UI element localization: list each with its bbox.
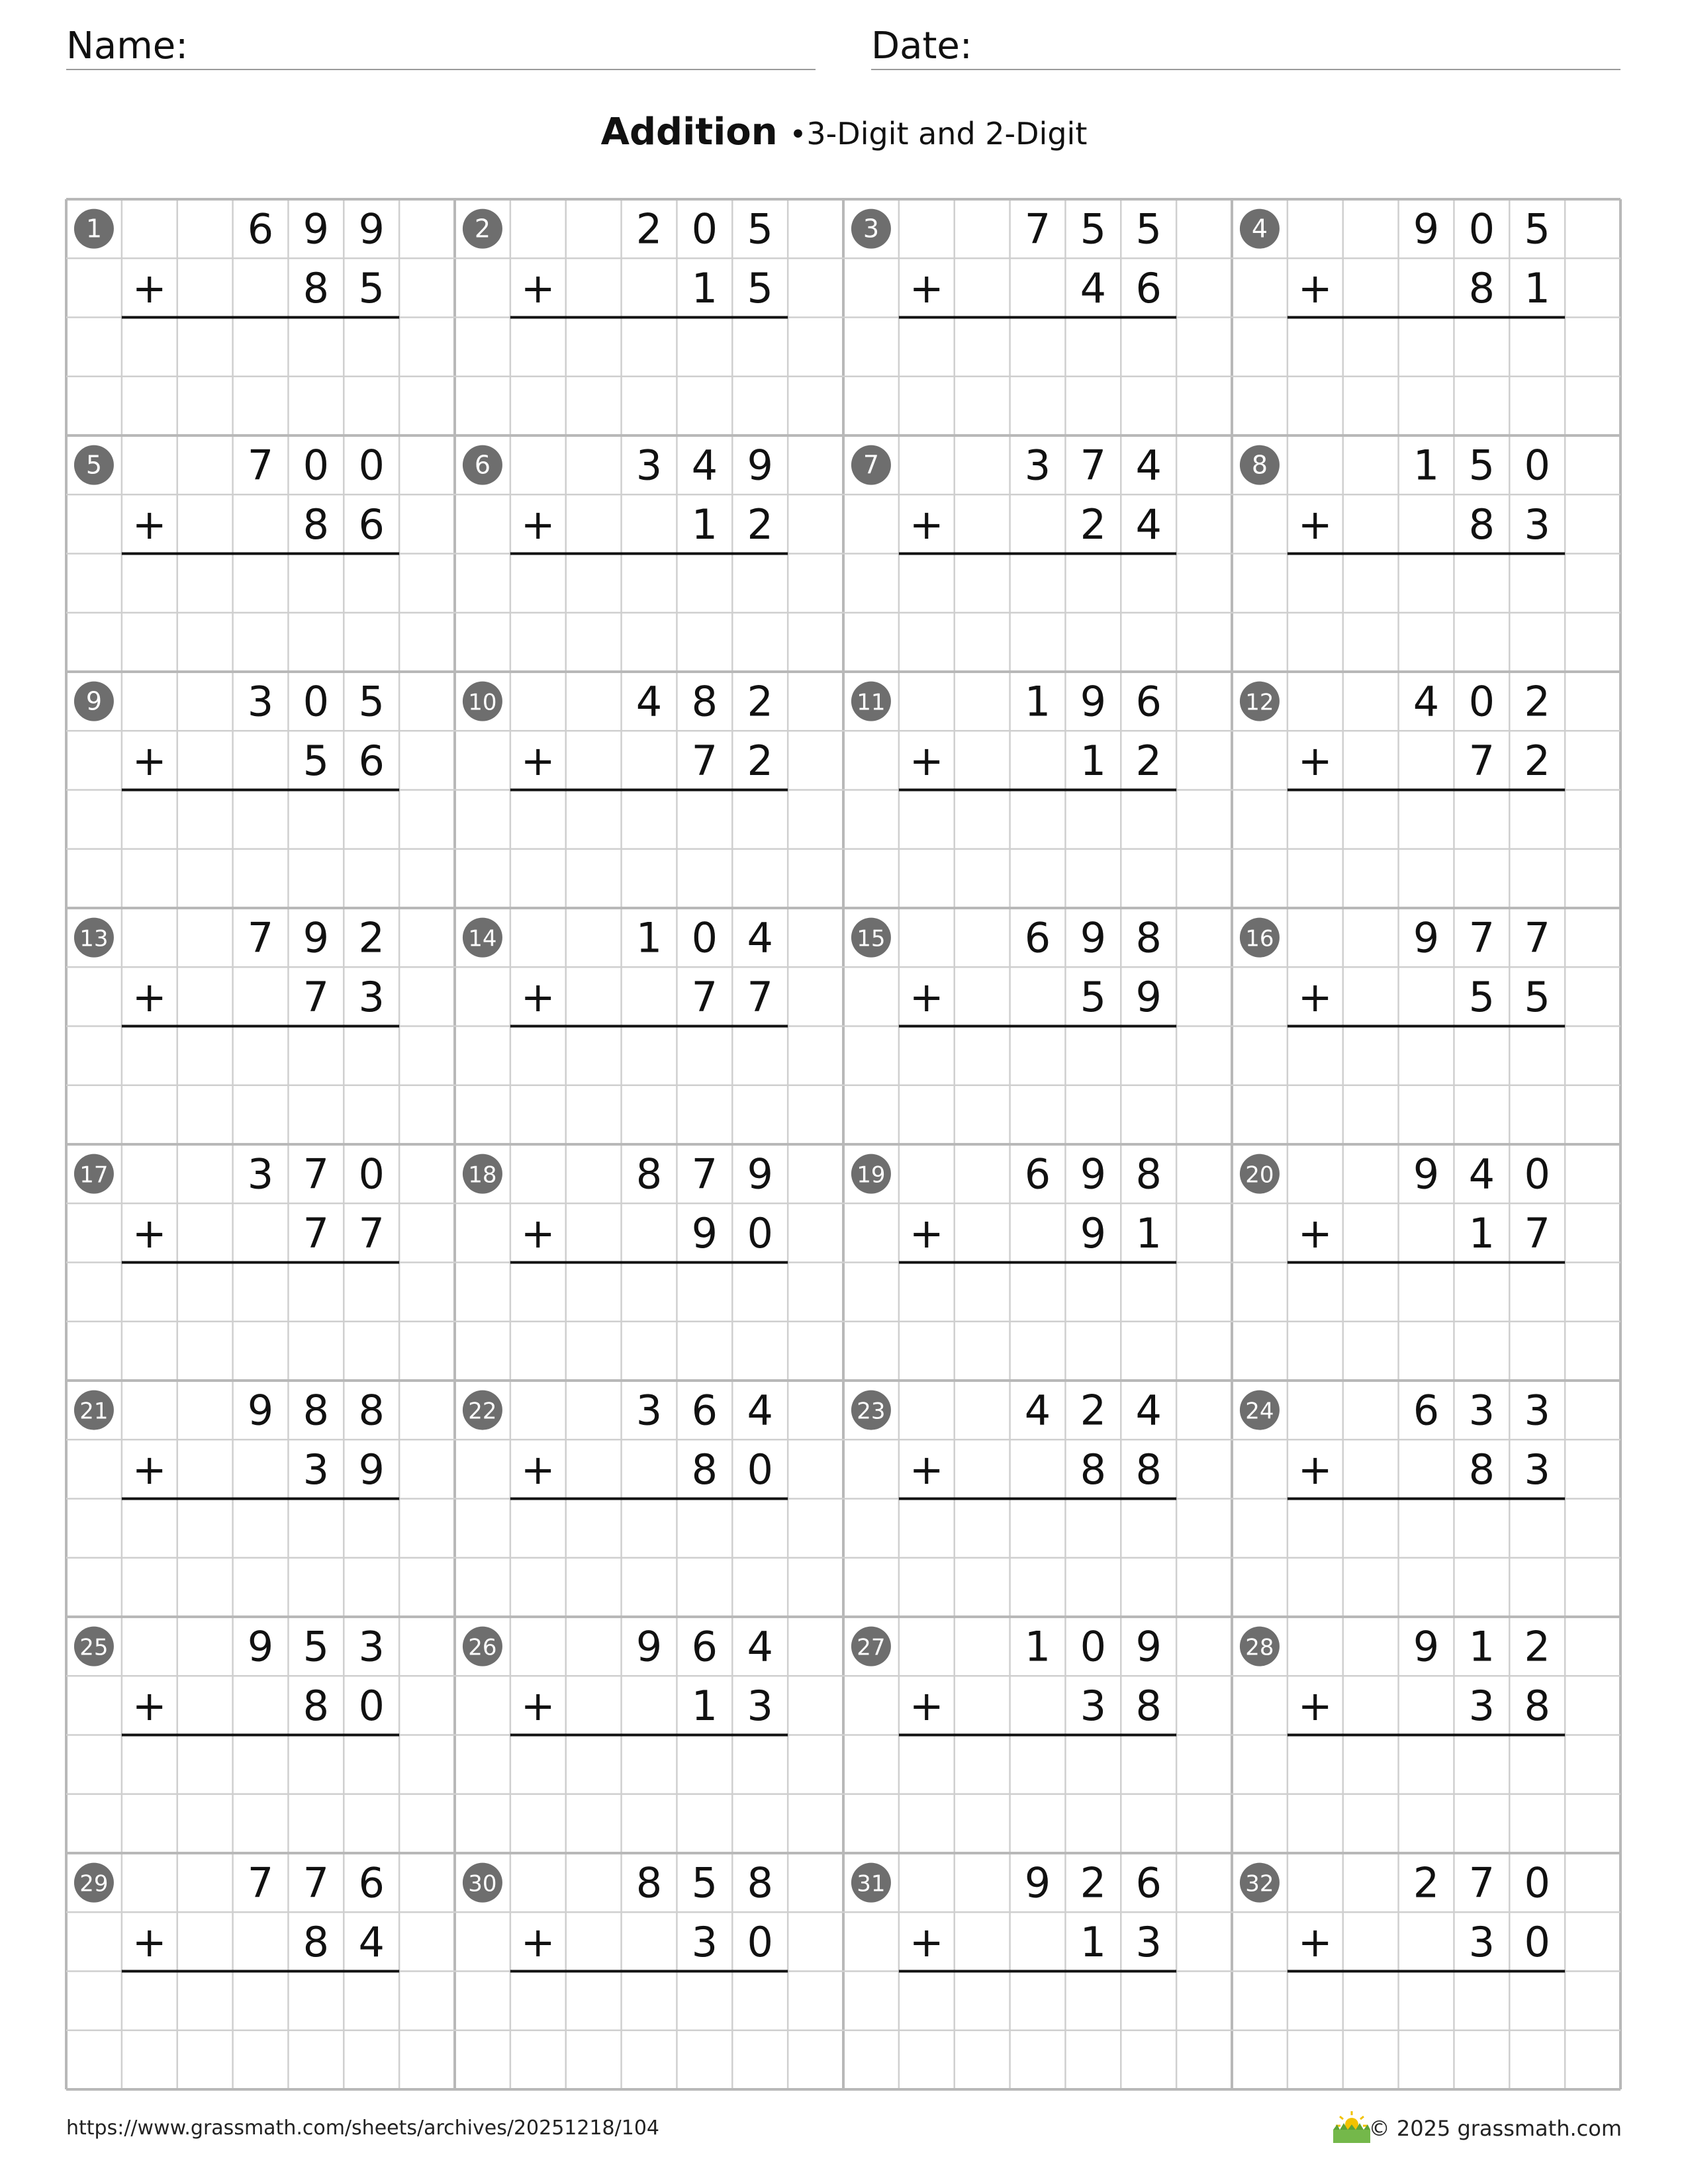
bottom-digit: 2: [1080, 500, 1107, 549]
bottom-digit: 4: [358, 1917, 385, 1966]
top-digit: 4: [1413, 677, 1440, 726]
problem: [463, 678, 788, 790]
plus-sign: +: [132, 1208, 167, 1257]
plus-sign: +: [909, 736, 944, 785]
plus-sign: +: [520, 500, 555, 549]
problem-number: 3: [863, 214, 880, 244]
top-digit: 3: [247, 1150, 274, 1199]
top-digit: 7: [1468, 1858, 1495, 1907]
footer-copyright: © 2025 grassmath.com: [1368, 2116, 1622, 2141]
bottom-digit: 4: [1080, 263, 1107, 312]
bottom-digit: 6: [358, 736, 385, 785]
problem: [463, 1859, 788, 1972]
bottom-digit: 6: [358, 500, 385, 549]
top-digit: 9: [1080, 677, 1107, 726]
top-digit: 5: [1468, 441, 1495, 490]
bottom-digit: 1: [1135, 1208, 1162, 1257]
top-digit: 6: [1135, 677, 1162, 726]
bottom-digit: 2: [1524, 736, 1550, 785]
plus-sign: +: [1297, 1917, 1333, 1966]
bottom-digit: 7: [303, 972, 330, 1021]
bottom-digit: 8: [303, 500, 330, 549]
top-digit: 8: [747, 1858, 773, 1907]
plus-sign: +: [909, 1445, 944, 1494]
plus-sign: +: [909, 972, 944, 1021]
top-digit: 6: [247, 205, 274, 253]
problem-number: 11: [857, 689, 886, 716]
top-digit: 9: [1413, 1150, 1440, 1199]
bottom-digit: 8: [303, 263, 330, 312]
top-digit: 2: [358, 913, 385, 962]
bottom-digit: 5: [303, 736, 330, 785]
problem: [851, 914, 1176, 1026]
bottom-digit: 9: [691, 1208, 718, 1257]
problem: [463, 1150, 788, 1263]
plus-sign: +: [520, 1917, 555, 1966]
problem: [1240, 1623, 1565, 1735]
bottom-digit: 5: [1468, 972, 1495, 1021]
top-digit: 5: [1135, 205, 1162, 253]
problem: [851, 205, 1176, 318]
top-digit: 0: [1524, 441, 1550, 490]
problem: [1240, 678, 1565, 790]
top-digit: 7: [1024, 205, 1051, 253]
footer-url[interactable]: https://www.grassmath.com/sheets/archives/20251218/104: [66, 2116, 660, 2140]
top-digit: 5: [1080, 205, 1107, 253]
top-digit: 0: [303, 441, 330, 490]
top-digit: 9: [747, 441, 773, 490]
plus-sign: +: [132, 263, 167, 312]
problem: [1240, 205, 1565, 318]
top-digit: 8: [635, 1858, 663, 1907]
top-digit: 6: [1024, 1150, 1051, 1199]
problem-number: 17: [79, 1161, 109, 1189]
top-digit: 1: [1024, 677, 1051, 726]
problem: [1240, 1150, 1565, 1263]
top-digit: 0: [1524, 1858, 1550, 1907]
bottom-digit: 5: [358, 263, 385, 312]
problem: [463, 441, 788, 554]
top-digit: 5: [303, 1622, 330, 1671]
bottom-digit: 2: [1135, 736, 1162, 785]
bottom-digit: 1: [691, 500, 718, 549]
top-digit: 7: [691, 1150, 718, 1199]
bottom-digit: 8: [303, 1681, 330, 1730]
problem: [463, 1623, 788, 1735]
problem-number: 5: [85, 450, 103, 480]
bottom-digit: 8: [1135, 1445, 1162, 1494]
top-digit: 0: [303, 677, 330, 726]
top-digit: 0: [1524, 1150, 1550, 1199]
plus-sign: +: [520, 972, 555, 1021]
top-digit: 4: [1135, 441, 1162, 490]
problem: [851, 1150, 1176, 1263]
bottom-digit: 3: [303, 1445, 330, 1494]
problem: [851, 1623, 1176, 1735]
bottom-digit: 8: [1468, 1445, 1495, 1494]
top-digit: 2: [1413, 1858, 1440, 1907]
date-label: Date:: [871, 24, 972, 68]
problem: [74, 205, 399, 318]
problem: [463, 205, 788, 318]
problem: [74, 1150, 399, 1263]
top-digit: 9: [1135, 1622, 1162, 1671]
plus-sign: +: [132, 1917, 167, 1966]
plus-sign: +: [132, 500, 167, 549]
bottom-digit: 9: [1135, 972, 1162, 1021]
plus-sign: +: [909, 1917, 944, 1966]
bottom-digit: 0: [747, 1445, 773, 1494]
top-digit: 5: [1524, 205, 1550, 253]
bottom-digit: 3: [1524, 500, 1550, 549]
problem-number: 27: [857, 1634, 886, 1661]
top-digit: 8: [1135, 1150, 1162, 1199]
bottom-digit: 7: [747, 972, 773, 1021]
problem: [1240, 914, 1565, 1026]
top-digit: 1: [1468, 1622, 1495, 1671]
grid-lines: [66, 199, 1620, 2089]
top-digit: 7: [1080, 441, 1107, 490]
problem: [1240, 1387, 1565, 1499]
top-digit: 3: [1024, 441, 1051, 490]
top-digit: 4: [1024, 1386, 1051, 1435]
bottom-digit: 7: [1468, 736, 1495, 785]
plus-sign: +: [909, 1681, 944, 1730]
plus-sign: +: [520, 736, 555, 785]
plus-sign: +: [1297, 972, 1333, 1021]
bottom-digit: 0: [747, 1208, 773, 1257]
bottom-digit: 2: [747, 500, 773, 549]
title-bullet: •: [789, 118, 807, 152]
problem: [74, 441, 399, 554]
grass-sun-logo-icon: [1331, 2109, 1373, 2146]
top-digit: 4: [635, 677, 663, 726]
bottom-digit: 3: [691, 1917, 718, 1966]
top-digit: 6: [691, 1622, 718, 1671]
problem: [74, 914, 399, 1026]
problem-number: 23: [857, 1398, 886, 1425]
top-digit: 6: [1024, 913, 1051, 962]
top-digit: 9: [303, 913, 330, 962]
plus-sign: +: [1297, 1445, 1333, 1494]
top-digit: 6: [691, 1386, 718, 1435]
top-digit: 5: [691, 1858, 718, 1907]
top-digit: 9: [747, 1150, 773, 1199]
top-digit: 2: [747, 677, 773, 726]
problem: [74, 1623, 399, 1735]
bottom-digit: 3: [1080, 1681, 1107, 1730]
plus-sign: +: [909, 500, 944, 549]
bottom-digit: 3: [1524, 1445, 1550, 1494]
plus-sign: +: [520, 1681, 555, 1730]
problem: [463, 914, 788, 1026]
bottom-digit: 8: [1468, 263, 1495, 312]
bottom-digit: 1: [1468, 1208, 1495, 1257]
bottom-digit: 2: [747, 736, 773, 785]
problem-number: 26: [468, 1634, 497, 1661]
top-digit: 9: [1413, 205, 1440, 253]
top-digit: 9: [1413, 913, 1440, 962]
top-digit: 0: [691, 913, 718, 962]
problem-number: 7: [863, 450, 880, 480]
top-digit: 7: [1468, 913, 1495, 962]
top-digit: 2: [1524, 677, 1550, 726]
top-digit: 8: [303, 1386, 330, 1435]
bottom-digit: 0: [747, 1917, 773, 1966]
problem-number: 2: [474, 214, 491, 244]
top-digit: 3: [635, 1386, 663, 1435]
bottom-digit: 9: [1080, 1208, 1107, 1257]
bottom-digit: 8: [691, 1445, 718, 1494]
problem: [74, 1859, 399, 1972]
top-digit: 4: [747, 1386, 773, 1435]
top-digit: 5: [358, 677, 385, 726]
top-digit: 6: [358, 1858, 385, 1907]
plus-sign: +: [520, 263, 555, 312]
problem-number: 15: [857, 925, 886, 952]
top-digit: 3: [635, 441, 663, 490]
top-digit: 8: [1135, 913, 1162, 962]
problem-number: 22: [468, 1398, 497, 1425]
bottom-digit: 8: [1524, 1681, 1550, 1730]
problem-number: 30: [468, 1870, 497, 1897]
top-digit: 2: [635, 205, 663, 253]
top-digit: 8: [358, 1386, 385, 1435]
problem-number: 28: [1245, 1634, 1274, 1661]
problem-number: 1: [85, 214, 103, 244]
problem-number: 19: [857, 1161, 886, 1189]
plus-sign: +: [1297, 1208, 1333, 1257]
problem: [851, 1387, 1176, 1499]
bottom-digit: 1: [1524, 263, 1550, 312]
problem-number: 20: [1245, 1161, 1274, 1189]
top-digit: 7: [303, 1150, 330, 1199]
problem: [74, 1387, 399, 1499]
top-digit: 0: [358, 1150, 385, 1199]
top-digit: 1: [1024, 1622, 1051, 1671]
title-main: Addition: [600, 111, 778, 154]
top-digit: 9: [1080, 1150, 1107, 1199]
problem: [1240, 1859, 1565, 1972]
bottom-digit: 0: [358, 1681, 385, 1730]
top-digit: 9: [1080, 913, 1107, 962]
problem-number: 9: [85, 686, 103, 716]
top-digit: 8: [691, 677, 718, 726]
bottom-digit: 5: [1524, 972, 1550, 1021]
top-digit: 7: [247, 913, 274, 962]
bottom-digit: 0: [1524, 1917, 1550, 1966]
bottom-digit: 8: [1468, 500, 1495, 549]
bottom-digit: 1: [1080, 736, 1107, 785]
plus-sign: +: [1297, 500, 1333, 549]
problem-number: 31: [857, 1870, 886, 1897]
problem: [851, 1859, 1176, 1972]
bottom-digit: 7: [1524, 1208, 1550, 1257]
top-digit: 9: [247, 1386, 274, 1435]
top-digit: 6: [1135, 1858, 1162, 1907]
top-digit: 0: [1080, 1622, 1107, 1671]
name-label: Name:: [66, 24, 189, 68]
top-digit: 0: [1468, 677, 1495, 726]
top-digit: 4: [1135, 1386, 1162, 1435]
plus-sign: +: [1297, 736, 1333, 785]
top-digit: 5: [747, 205, 773, 253]
problem-number: 13: [79, 925, 109, 952]
problem-number: 25: [79, 1634, 109, 1661]
top-digit: 3: [1468, 1386, 1495, 1435]
top-digit: 0: [691, 205, 718, 253]
plus-sign: +: [909, 263, 944, 312]
top-digit: 1: [635, 913, 663, 962]
problem-number: 32: [1245, 1870, 1274, 1897]
problem-number: 16: [1245, 925, 1274, 952]
top-digit: 2: [1080, 1386, 1107, 1435]
problem: [463, 1387, 788, 1499]
plus-sign: +: [1297, 1681, 1333, 1730]
problem-number: 12: [1245, 689, 1274, 716]
problem-number: 24: [1245, 1398, 1274, 1425]
bottom-digit: 7: [691, 736, 718, 785]
bottom-digit: 1: [1080, 1917, 1107, 1966]
problem-number: 29: [79, 1870, 109, 1897]
bottom-digit: 6: [1135, 263, 1162, 312]
top-digit: 7: [303, 1858, 330, 1907]
bottom-digit: 5: [747, 263, 773, 312]
top-digit: 2: [1524, 1622, 1550, 1671]
plus-sign: +: [520, 1208, 555, 1257]
bottom-digit: 8: [1080, 1445, 1107, 1494]
top-digit: 1: [1413, 441, 1440, 490]
title-subtitle: 3-Digit and 2-Digit: [806, 116, 1088, 152]
top-digit: 0: [358, 441, 385, 490]
bottom-digit: 8: [1135, 1681, 1162, 1730]
plus-sign: +: [1297, 263, 1333, 312]
plus-sign: +: [909, 1208, 944, 1257]
bottom-digit: 4: [1135, 500, 1162, 549]
bottom-digit: 3: [1468, 1917, 1495, 1966]
problem: [851, 678, 1176, 790]
plus-sign: +: [132, 972, 167, 1021]
top-digit: 9: [1024, 1858, 1051, 1907]
problem-number: 10: [468, 689, 497, 716]
bottom-digit: 3: [358, 972, 385, 1021]
top-digit: 3: [247, 677, 274, 726]
problem-number: 4: [1251, 214, 1268, 244]
problem: [1240, 441, 1565, 554]
bottom-digit: 3: [1135, 1917, 1162, 1966]
bottom-digit: 5: [1080, 972, 1107, 1021]
top-digit: 4: [1468, 1150, 1495, 1199]
bottom-digit: 8: [303, 1917, 330, 1966]
problem-number: 18: [468, 1161, 497, 1189]
top-digit: 9: [303, 205, 330, 253]
top-digit: 9: [358, 205, 385, 253]
top-digit: 4: [747, 1622, 773, 1671]
plus-sign: +: [132, 1445, 167, 1494]
bottom-digit: 1: [691, 263, 718, 312]
bottom-digit: 1: [691, 1681, 718, 1730]
top-digit: 7: [1524, 913, 1550, 962]
problem-number: 6: [474, 450, 491, 480]
top-digit: 7: [247, 1858, 274, 1907]
top-digit: 0: [1468, 205, 1495, 253]
problem: [851, 441, 1176, 554]
plus-sign: +: [132, 736, 167, 785]
problem-number: 14: [468, 925, 497, 952]
problem-number: 21: [79, 1398, 109, 1425]
top-digit: 9: [1413, 1622, 1440, 1671]
top-digit: 3: [1524, 1386, 1550, 1435]
top-digit: 6: [1413, 1386, 1440, 1435]
problem: [74, 678, 399, 790]
bottom-digit: 3: [1468, 1681, 1495, 1730]
top-digit: 2: [1080, 1858, 1107, 1907]
bottom-digit: 7: [358, 1208, 385, 1257]
plus-sign: +: [132, 1681, 167, 1730]
top-digit: 9: [247, 1622, 274, 1671]
plus-sign: +: [520, 1445, 555, 1494]
top-digit: 4: [747, 913, 773, 962]
bottom-digit: 9: [358, 1445, 385, 1494]
top-digit: 8: [635, 1150, 663, 1199]
bottom-digit: 3: [747, 1681, 773, 1730]
top-digit: 9: [635, 1622, 663, 1671]
bottom-digit: 7: [303, 1208, 330, 1257]
top-digit: 4: [691, 441, 718, 490]
problem-number: 8: [1251, 450, 1268, 480]
top-digit: 3: [358, 1622, 385, 1671]
top-digit: 7: [247, 441, 274, 490]
bottom-digit: 7: [691, 972, 718, 1021]
